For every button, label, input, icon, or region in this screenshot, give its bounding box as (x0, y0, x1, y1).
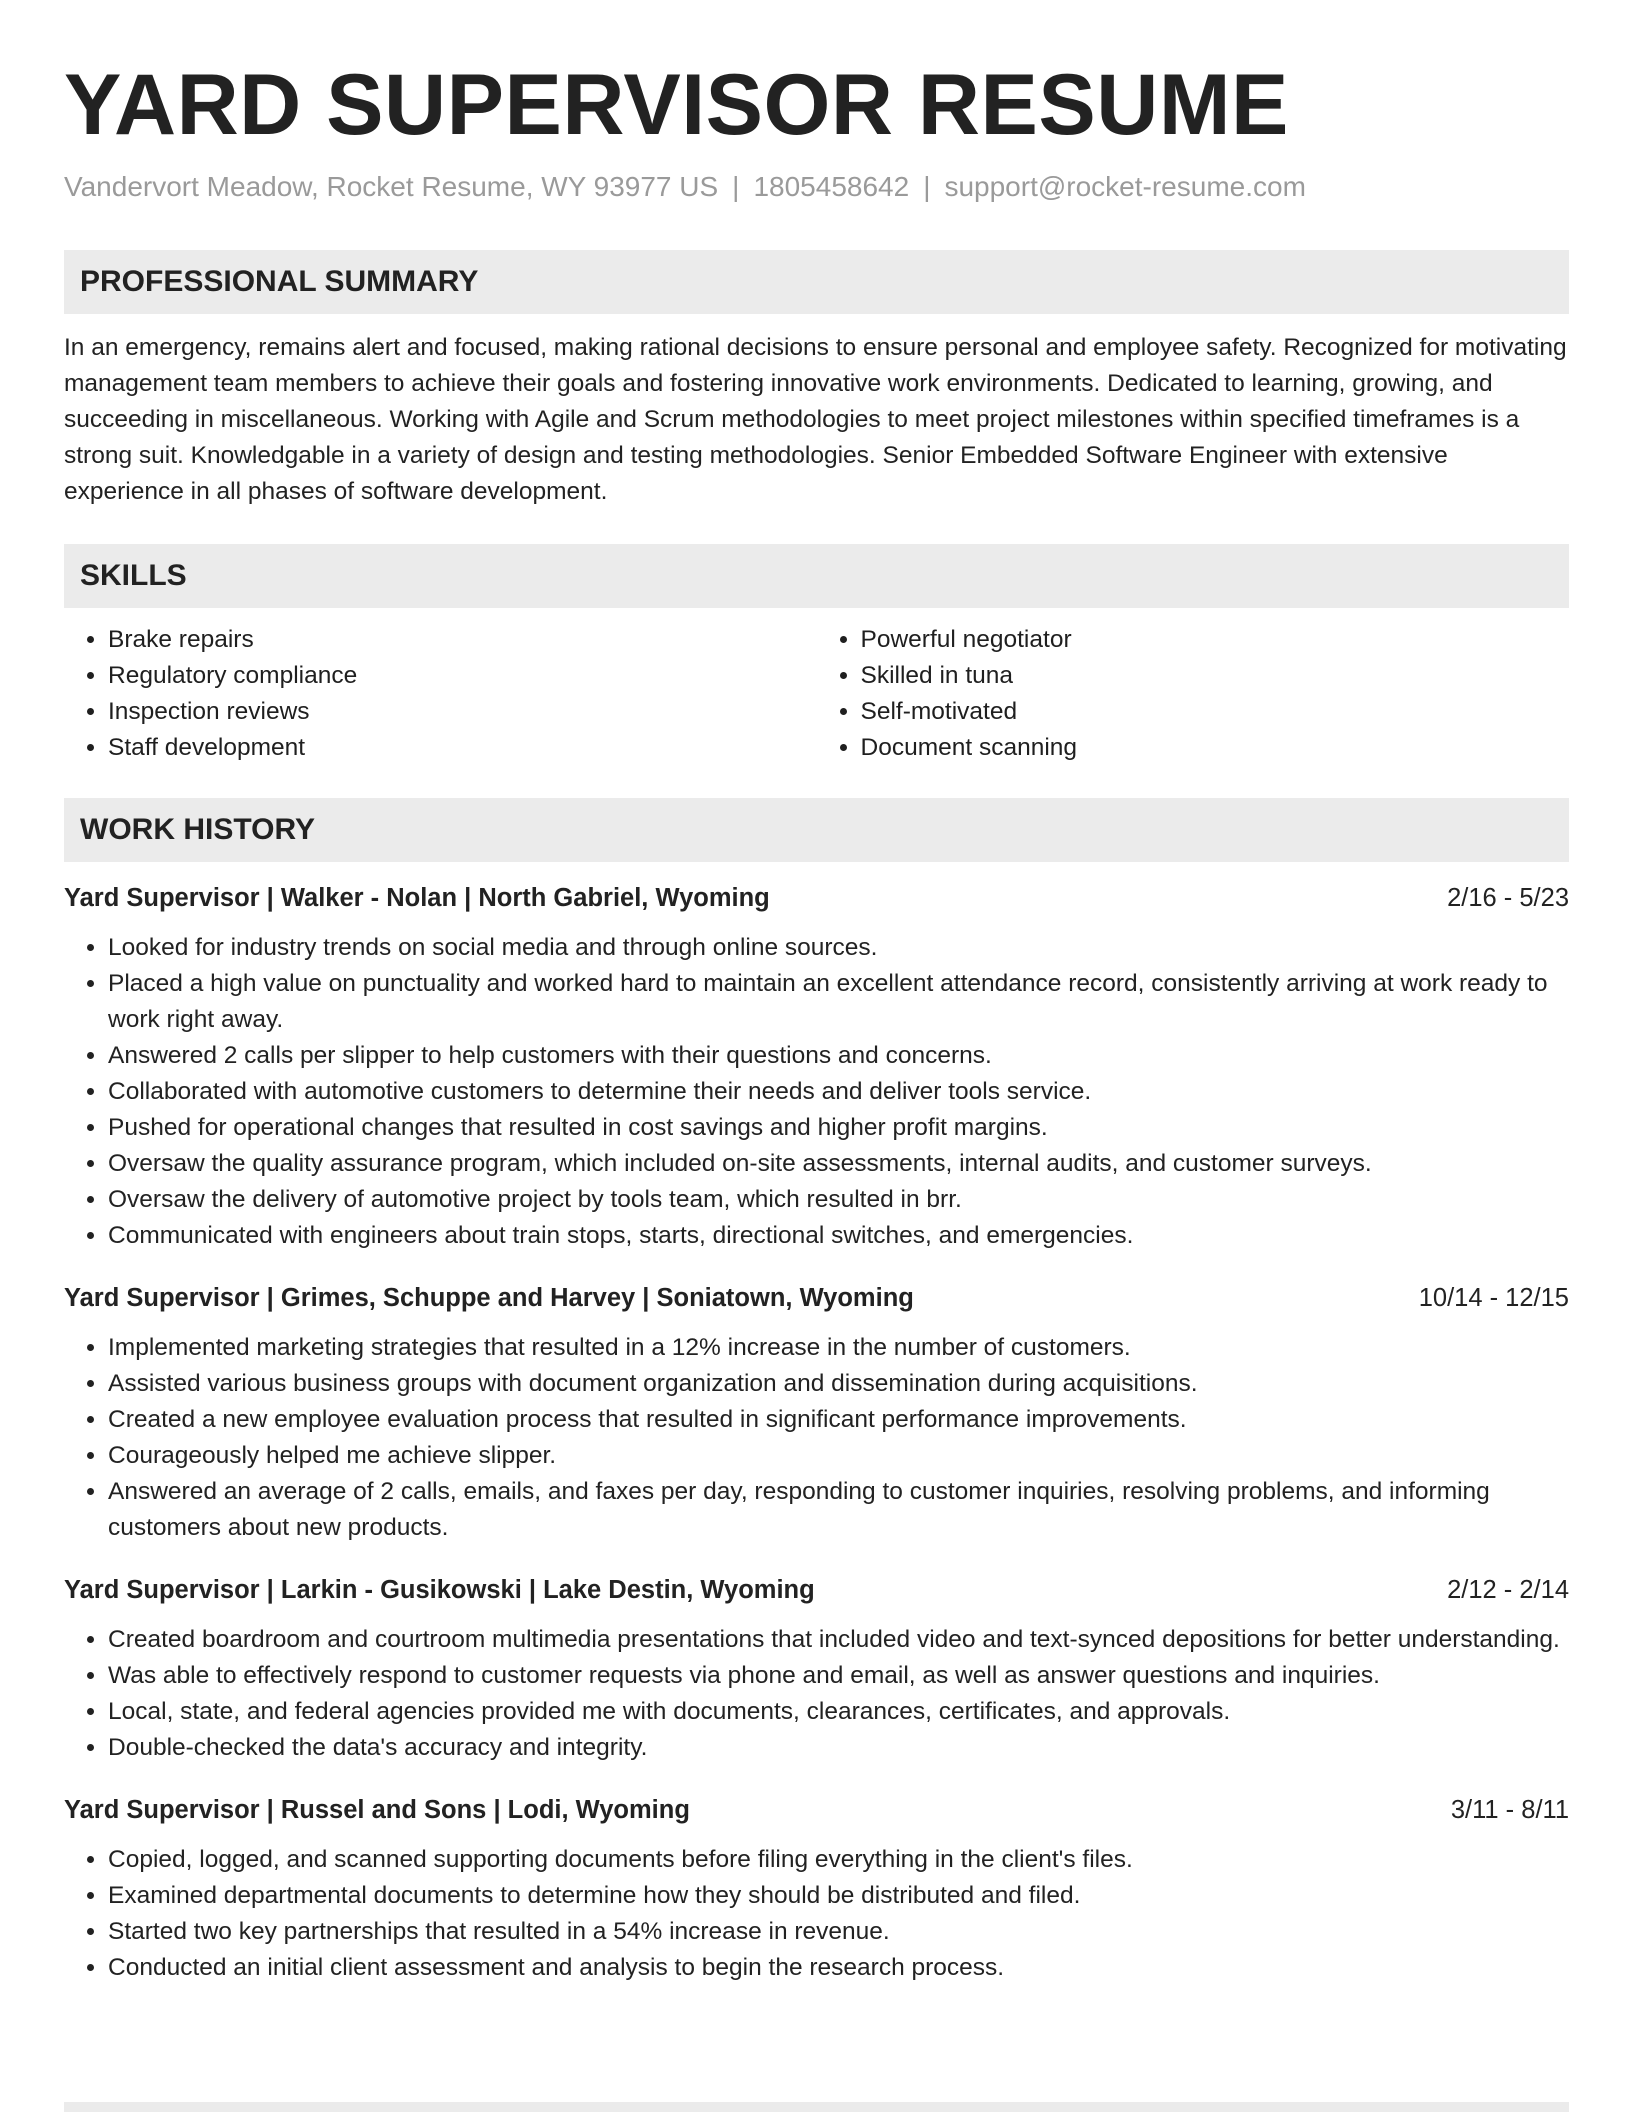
skill-item: • Inspection reviews (108, 694, 817, 730)
section-header-skills (64, 544, 1569, 608)
contact-email: support@rocket-resume.com (944, 171, 1306, 202)
job-bullet: • Conducted an initial client assessment and analysis to begin the research process. (108, 1950, 1569, 1986)
skills-list (64, 622, 1569, 766)
job-bullet: • Oversaw the quality assurance program, which included on-site assessments, internal audits, and customer surveys. (108, 1146, 1569, 1182)
job-bullet: • Oversaw the delivery of automotive project by tools team, which resulted in brr. (108, 1182, 1569, 1218)
job-bullet: • Local, state, and federal agencies provided me with documents, clearances, certificates, and approvals. (108, 1694, 1569, 1730)
job-dates: 10/14 - 12/15 (1418, 1284, 1569, 1312)
skill-item: • Document scanning (861, 730, 1570, 766)
job-title: Yard Supervisor | Larkin - Gusikowski | Lake Destin, Wyoming (64, 1576, 815, 1604)
job-header (64, 880, 1569, 916)
job-bullet: • Assisted various business groups with document organization and dissemination during acquisitions. (108, 1366, 1569, 1402)
skills-column-left (64, 622, 817, 766)
job-entry (64, 1792, 1569, 1986)
next-section-header-edge (64, 2102, 1569, 2112)
job-bullet: • Placed a high value on punctuality and worked hard to maintain an excellent attendance record, consistently arriving at work ready to work right away. (108, 966, 1569, 1038)
job-bullets (64, 1330, 1569, 1546)
job-bullet: • Answered 2 calls per slipper to help customers with their questions and concerns. (108, 1038, 1569, 1074)
contact-phone: 1805458642 (753, 171, 910, 202)
skill-item: • Self-motivated (861, 694, 1570, 730)
skill-item: • Staff development (108, 730, 817, 766)
page-title: YARD SUPERVISOR RESUME (64, 57, 1289, 153)
job-bullet: • Double-checked the data's accuracy and integrity. (108, 1730, 1569, 1766)
job-bullet: • Courageously helped me achieve slipper. (108, 1438, 1569, 1474)
job-title: Yard Supervisor | Grimes, Schuppe and Harvey | Soniatown, Wyoming (64, 1284, 914, 1312)
job-bullet: • Looked for industry trends on social media and through online sources. (108, 930, 1569, 966)
job-bullets (64, 1842, 1569, 1986)
job-bullet: • Collaborated with automotive customers to determine their needs and deliver tools service. (108, 1074, 1569, 1110)
skill-item: • Skilled in tuna (861, 658, 1570, 694)
job-entry (64, 1280, 1569, 1546)
skill-item: • Powerful negotiator (861, 622, 1570, 658)
contact-address: Vandervort Meadow, Rocket Resume, WY 93977 US (64, 171, 719, 202)
job-bullet: • Started two key partnerships that resulted in a 54% increase in revenue. (108, 1914, 1569, 1950)
job-bullet: • Created boardroom and courtroom multimedia presentations that included video and text-synced depositions for better understanding. (108, 1622, 1569, 1658)
job-bullet: • Copied, logged, and scanned supporting documents before filing everything in the client's files. (108, 1842, 1569, 1878)
summary-text: In an emergency, remains alert and focused, making rational decisions to ensure personal and employee safety. Recognized for motivating management team members to achieve their goals and fostering innovative work environments. Dedicated to learning, growing, and succeeding in miscellaneous. Working with Agile and Scrum methodologies to meet project milestones within specified timeframes is a strong suit. Knowledgable in a variety of design and testing methodologies. Senior Embedded Software Engineer with extensive experience in all phases of software development. (64, 334, 1567, 505)
job-bullets (64, 1622, 1569, 1766)
job-header (64, 1792, 1569, 1828)
contact-line (64, 170, 1569, 204)
job-title: Yard Supervisor | Walker - Nolan | North Gabriel, Wyoming (64, 884, 770, 912)
skills-column-right (817, 622, 1570, 766)
job-header (64, 1280, 1569, 1316)
job-dates: 3/11 - 8/11 (1450, 1796, 1569, 1824)
job-bullet: • Pushed for operational changes that resulted in cost savings and higher profit margins. (108, 1110, 1569, 1146)
section-title-skills: SKILLS (80, 559, 187, 592)
section-header-work-history (64, 798, 1569, 862)
job-bullets (64, 930, 1569, 1254)
section-title-summary: PROFESSIONAL SUMMARY (80, 265, 479, 298)
skill-item: • Regulatory compliance (108, 658, 817, 694)
job-entry (64, 880, 1569, 1254)
job-header (64, 1572, 1569, 1608)
section-header-summary (64, 250, 1569, 314)
section-title-work-history: WORK HISTORY (80, 813, 316, 846)
job-dates: 2/16 - 5/23 (1447, 884, 1569, 912)
job-bullet: • Implemented marketing strategies that resulted in a 12% increase in the number of customers. (108, 1330, 1569, 1366)
job-title: Yard Supervisor | Russel and Sons | Lodi, Wyoming (64, 1796, 690, 1824)
job-bullet: • Answered an average of 2 calls, emails, and faxes per day, responding to customer inquiries, resolving problems, and informing customers about new products. (108, 1474, 1569, 1546)
job-bullet: • Created a new employee evaluation process that resulted in significant performance improvements. (108, 1402, 1569, 1438)
contact-separator: | (732, 171, 740, 202)
job-bullet: • Communicated with engineers about train stops, starts, directional switches, and emergencies. (108, 1218, 1569, 1254)
job-dates: 2/12 - 2/14 (1447, 1576, 1569, 1604)
skill-item: • Brake repairs (108, 622, 817, 658)
contact-separator: | (923, 171, 931, 202)
job-bullet: • Was able to effectively respond to customer requests via phone and email, as well as answer questions and inquiries. (108, 1658, 1569, 1694)
job-bullet: • Examined departmental documents to determine how they should be distributed and filed. (108, 1878, 1569, 1914)
job-entry (64, 1572, 1569, 1766)
